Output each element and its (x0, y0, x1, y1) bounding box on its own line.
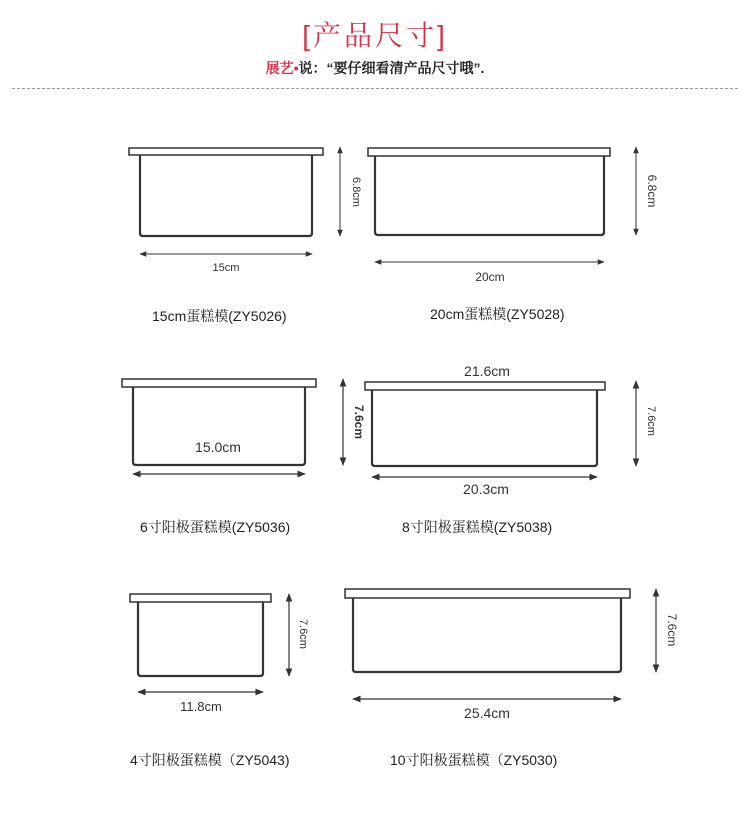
mold-8inch-diagram (365, 381, 636, 477)
mold-rim (365, 382, 605, 390)
mold-2-height-label: 6.8cm (645, 174, 659, 208)
mold-body (372, 390, 597, 466)
mold-6inch-diagram (122, 379, 343, 474)
mold-body (140, 155, 312, 236)
mold-15cm-diagram (129, 147, 340, 254)
mold-5-width-label: 11.8cm (180, 699, 222, 714)
mold-rim (368, 148, 610, 156)
mold-3-caption: 6寸阳极蛋糕模(ZY5036) (140, 519, 291, 535)
mold-rim (122, 379, 316, 387)
mold-1-width-label: 15cm (212, 262, 240, 274)
mold-4-height-label: 7.6cm (645, 406, 657, 436)
mold-4inch-diagram (130, 594, 289, 692)
mold-body (353, 598, 621, 672)
mold-1-caption: 15cm蛋糕模(ZY5026) (152, 308, 287, 324)
mold-rim (345, 589, 630, 598)
mold-3-width-label: 15.0cm (195, 439, 241, 455)
mold-rim (130, 594, 271, 602)
mold-5-height-label: 7.6cm (297, 619, 309, 649)
mold-2-width-label: 20cm (475, 270, 505, 284)
mold-2-caption: 20cm蛋糕模(ZY5028) (430, 306, 565, 322)
mold-4-caption: 8寸阳极蛋糕模(ZY5038) (402, 519, 553, 535)
mold-3-height-label: 7.6cm (352, 404, 366, 440)
brand-name: 展艺 (265, 60, 294, 76)
mold-6-width-label: 25.4cm (464, 705, 510, 721)
mold-rim (129, 148, 323, 155)
mold-10inch-diagram (345, 589, 656, 699)
mold-6-height-label: 7.6cm (665, 613, 679, 647)
mold-4-top-label: 21.6cm (464, 363, 510, 379)
mold-1-height-label: 6.8cm (350, 177, 362, 207)
bullet-icon: • (293, 60, 299, 76)
subtitle-text: 说：“要仔细看清产品尺寸哦”. (298, 60, 485, 76)
mold-body (375, 156, 604, 235)
mold-5-caption: 4寸阳极蛋糕模（ZY5043) (130, 752, 290, 768)
mold-body (138, 602, 263, 676)
page-title: [产品尺寸] (302, 20, 448, 51)
mold-6-caption: 10寸阳极蛋糕模（ZY5030) (390, 752, 558, 768)
mold-4-width-label: 20.3cm (463, 481, 509, 497)
mold-20cm-diagram (368, 147, 636, 262)
